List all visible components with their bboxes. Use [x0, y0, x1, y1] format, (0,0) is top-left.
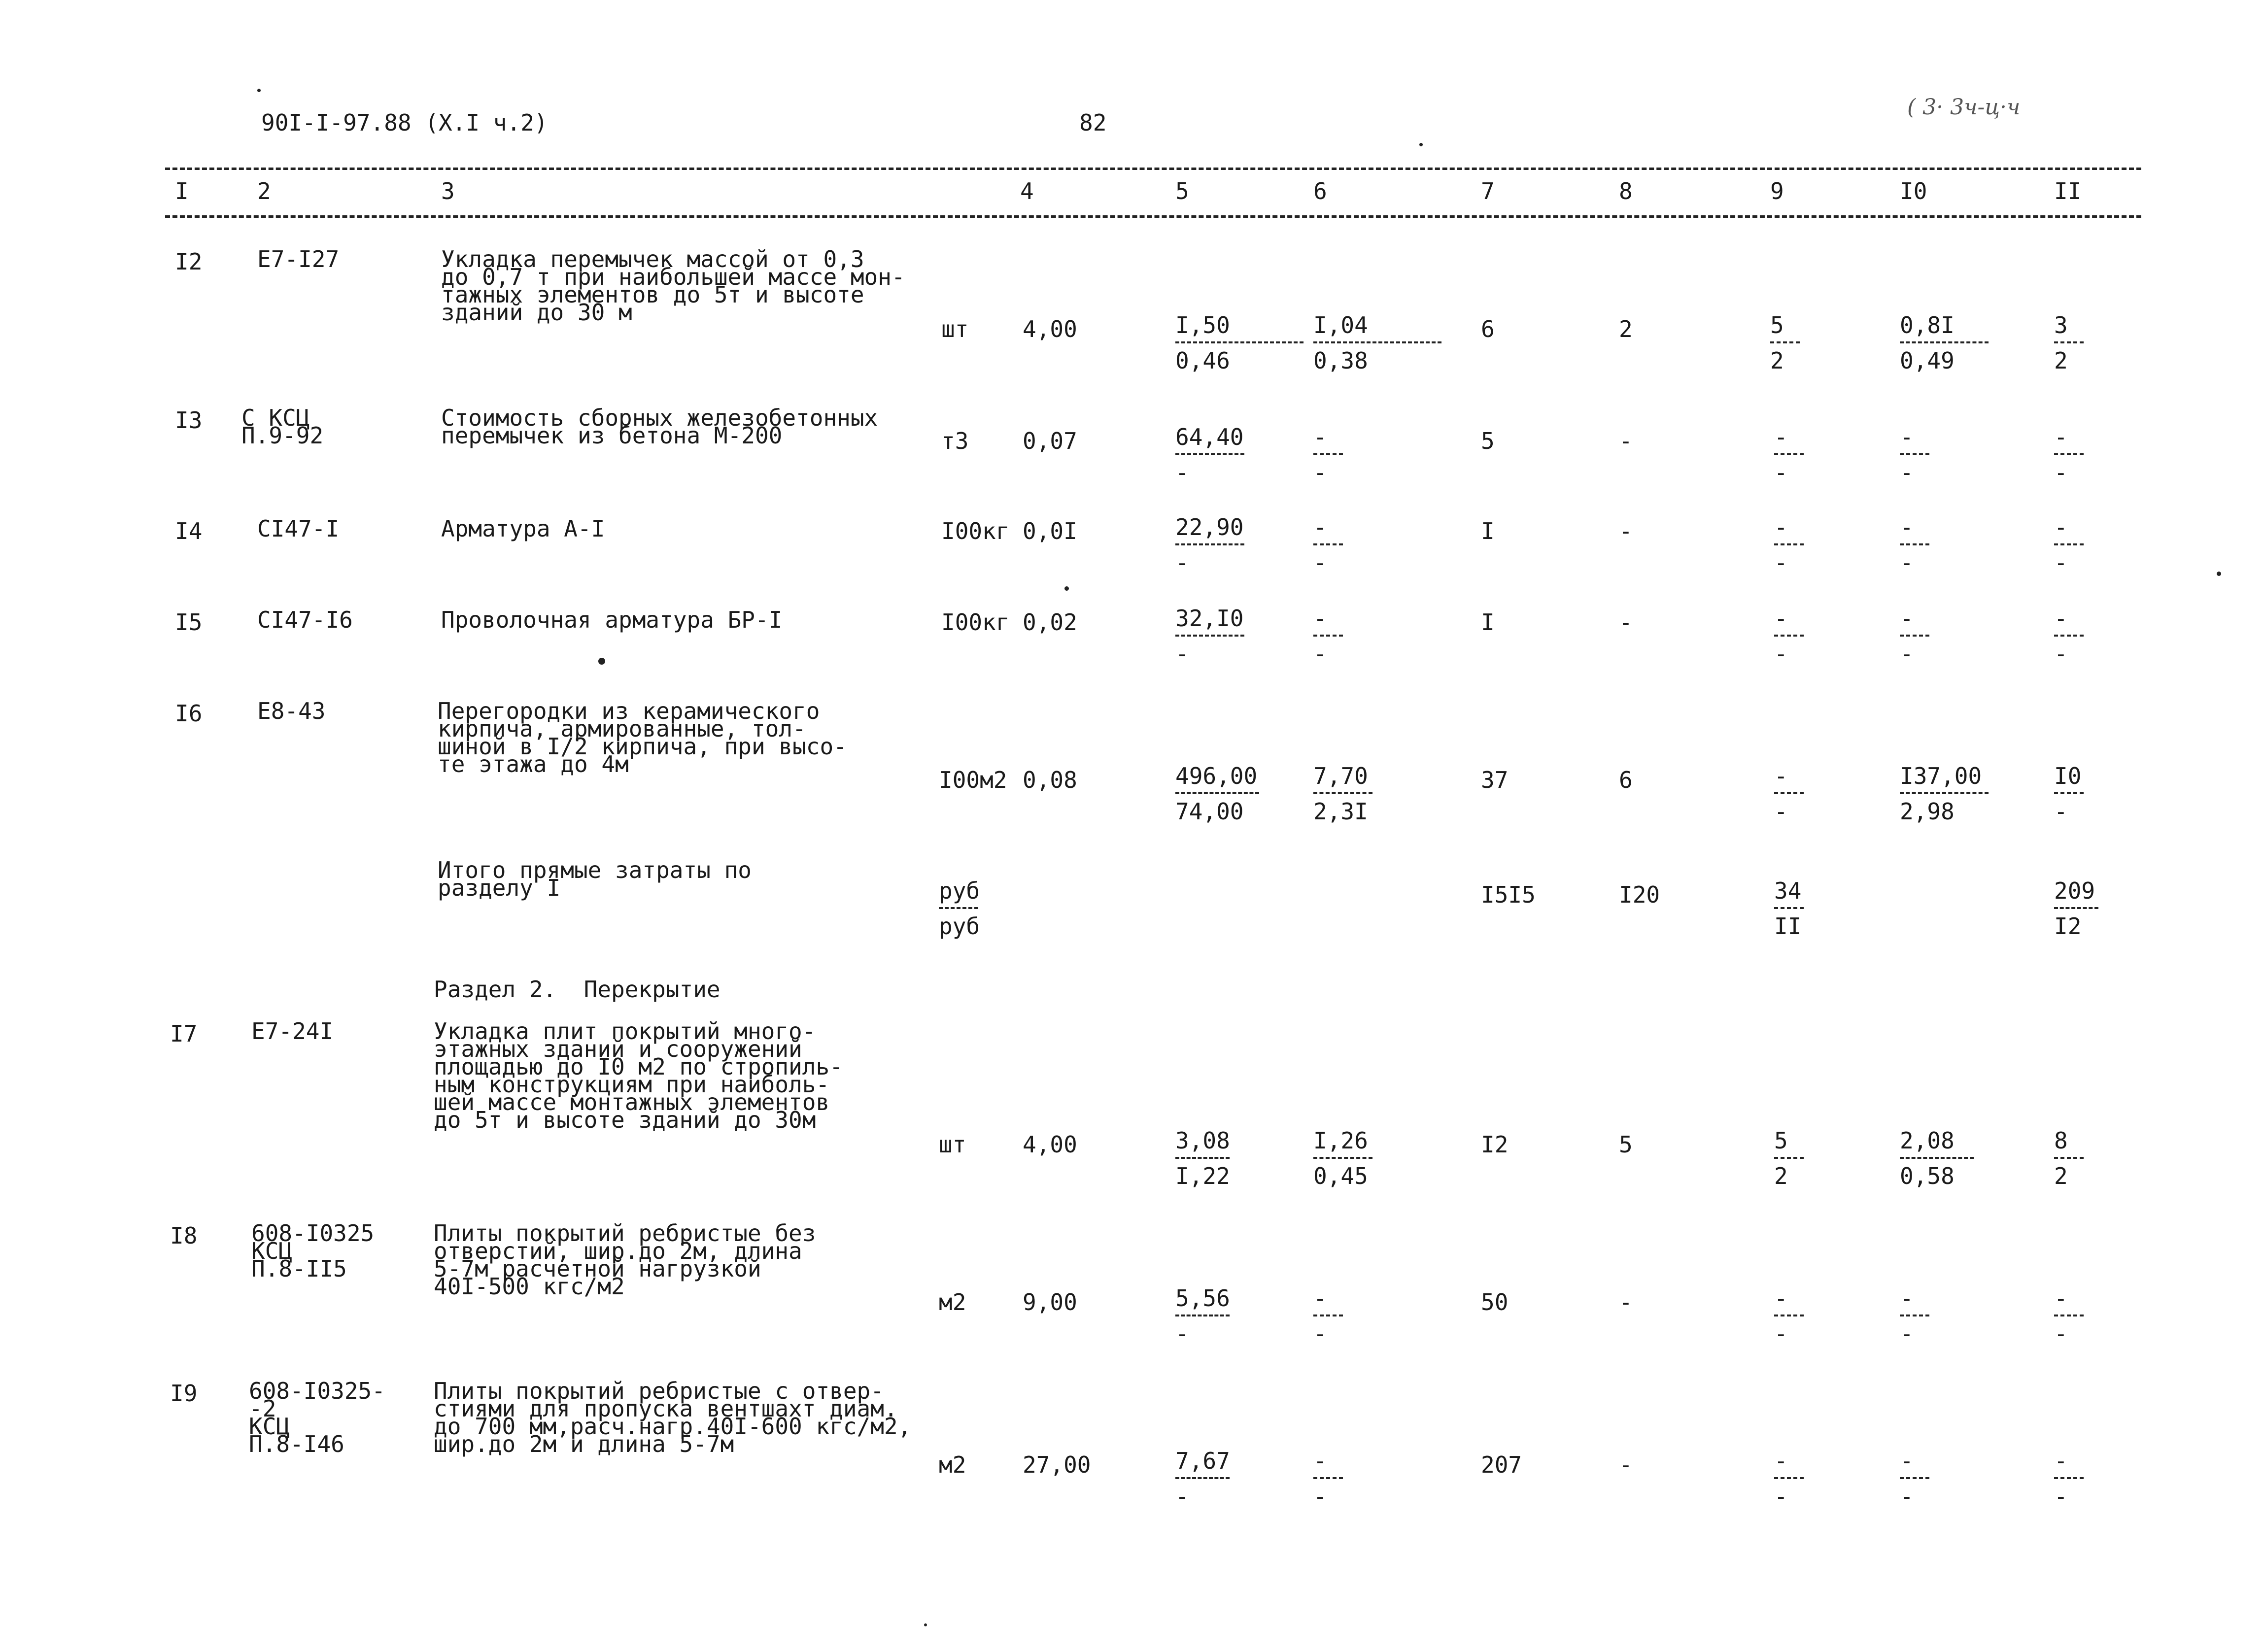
work-description: Укладка перемычек массой от 0,3 до 0,7 т при наибольшей массе мон- тажных элементов до 5т и высоте зданий до 30 м	[441, 246, 905, 326]
price-code: 608-I0325 КСЦ П.8-II5	[251, 1220, 375, 1282]
col7-value: 207	[1481, 1451, 1522, 1478]
col6-value: - -	[1313, 607, 1343, 665]
col9-value: - -	[1774, 1450, 1804, 1508]
column-header-2: 2	[257, 178, 271, 204]
col10-value: - -	[1900, 1287, 1929, 1345]
unit: т3	[941, 428, 969, 454]
col7-value: I	[1481, 518, 1495, 544]
column-header-7: 7	[1481, 178, 1495, 204]
col8-value: 6	[1619, 767, 1633, 793]
col9-value: 5 2	[1770, 314, 1800, 372]
price-code: Е7-24I	[251, 1018, 334, 1045]
col8-value: -	[1619, 518, 1633, 544]
work-description: Плиты покрытий ребристые с отвер- стиями для пропуска вентшахт диам. до 700 мм,расч.нагр.40I-600 кгс/м2, шир.до 2м и длина 5-7м	[434, 1378, 912, 1457]
work-description: Перегородки из керамического кирпича, армированные, тол- шиной в I/2 кирпича, при высо- те этажа до 4м	[438, 698, 847, 777]
row-number: I2	[175, 248, 203, 275]
work-description: Укладка плит покрытий много- этажных зданий и сооружений площадью до I0 м2 по стропиль- ным конструкциям при наиболь- шей массе монтажных элементов до 5т и высоте зданий до 30м	[434, 1018, 843, 1133]
col11-value: - -	[2054, 516, 2084, 574]
col5-value: I,50 0,46	[1175, 314, 1304, 372]
col8-value: -	[1619, 1289, 1633, 1315]
col11-value: - -	[2054, 1450, 2084, 1508]
column-header-3: 3	[441, 178, 455, 204]
row-number: I8	[170, 1222, 198, 1249]
price-code: Е8-43	[257, 698, 326, 724]
price-code: 608-I0325- -2 КСЦ П.8-I46	[249, 1378, 385, 1457]
col6-value: - -	[1313, 516, 1343, 574]
price-code: СI47-I	[257, 515, 340, 542]
column-header-6: 6	[1313, 178, 1327, 204]
work-description: Проволочная арматура БР-I	[441, 607, 783, 633]
col9-value: - -	[1774, 516, 1804, 574]
quantity: 0,0I	[1023, 518, 1077, 544]
header-top-rule	[165, 168, 2141, 170]
col11-value: - -	[2054, 607, 2084, 665]
row-number: I3	[175, 407, 203, 434]
col7-value: I2	[1481, 1131, 1509, 1158]
col8-value: 2	[1619, 316, 1633, 342]
col11-value: - -	[2054, 1287, 2084, 1345]
unit: шт	[941, 316, 969, 342]
col5-value: 22,90 -	[1175, 514, 1244, 576]
col11-value: - -	[2054, 426, 2084, 484]
col10-value: - -	[1900, 426, 1929, 484]
scan-speck	[598, 658, 605, 665]
column-header-8: 8	[1619, 178, 1633, 204]
total-col7: I5I5	[1481, 881, 1536, 908]
quantity: 4,00	[1023, 316, 1077, 342]
col10-value: - -	[1900, 607, 1929, 665]
total-col9: 34 II	[1774, 879, 1804, 938]
col9-value: - -	[1774, 607, 1804, 665]
scan-speck	[257, 89, 261, 92]
row-number: I4	[175, 518, 203, 544]
column-header-5: 5	[1175, 178, 1189, 204]
section-heading: Раздел 2. Перекрытие	[434, 976, 720, 1003]
document-code: 90I-I-97.88 (X.I ч.2)	[261, 109, 548, 136]
col5-value: 5,56 -	[1175, 1285, 1230, 1347]
col5-value: 32,I0 -	[1175, 605, 1244, 667]
work-description: Арматура А-I	[441, 515, 605, 542]
quantity: 27,00	[1023, 1451, 1091, 1478]
col6-value: - -	[1313, 1287, 1343, 1345]
page-number: 82	[1079, 109, 1107, 136]
unit: I00кг	[941, 518, 1010, 544]
col5-value: 3,08 I,22	[1175, 1127, 1230, 1189]
col9-value: - -	[1774, 1287, 1804, 1345]
column-header-9: 9	[1770, 178, 1784, 204]
quantity: 0,08	[1023, 767, 1077, 793]
col7-value: 5	[1481, 428, 1495, 454]
col7-value: 50	[1481, 1289, 1509, 1315]
col10-value: I37,00 2,98	[1900, 765, 1989, 823]
quantity: 9,00	[1023, 1289, 1077, 1315]
col9-value: - -	[1774, 765, 1804, 823]
unit: м2	[939, 1451, 966, 1478]
row-number: I9	[170, 1380, 198, 1407]
col6-value: - -	[1313, 426, 1343, 484]
col11-value: 8 2	[2054, 1129, 2084, 1187]
unit: I00м2	[939, 767, 1007, 793]
unit: м2	[939, 1289, 966, 1315]
column-header-4: 4	[1020, 178, 1034, 204]
col8-value: -	[1619, 1451, 1633, 1478]
col6-value: I,26 0,45	[1313, 1129, 1372, 1187]
col9-value: 5 2	[1774, 1129, 1804, 1187]
scan-speck	[924, 1623, 927, 1626]
col5-value: 64,40 -	[1175, 424, 1244, 486]
col6-value: - -	[1313, 1450, 1343, 1508]
col8-value: 5	[1619, 1131, 1633, 1158]
col7-value: 37	[1481, 767, 1509, 793]
col7-value: 6	[1481, 316, 1495, 342]
column-header-10: I0	[1900, 178, 1927, 204]
col10-value: 0,8I 0,49	[1900, 314, 1989, 372]
scan-speck	[1064, 586, 1069, 591]
quantity: 4,00	[1023, 1131, 1077, 1158]
row-number: I7	[170, 1020, 198, 1047]
unit: I00кг	[941, 609, 1010, 636]
unit: шт	[939, 1131, 966, 1158]
row-number: I5	[175, 609, 203, 636]
total-col8: I20	[1619, 881, 1660, 908]
work-description: Плиты покрытий ребристые без отверстий, шир.до 2м, длина 5-7м расчетной нагрузкой 40I-500 кгс/м2	[434, 1220, 816, 1300]
col10-value: 2,08 0,58	[1900, 1129, 1974, 1187]
quantity: 0,07	[1023, 428, 1077, 454]
col7-value: I	[1481, 609, 1495, 636]
total-unit: руб руб	[939, 877, 980, 940]
col5-value: 7,67 -	[1175, 1448, 1230, 1510]
column-header-11: II	[2054, 178, 2082, 204]
handwritten-stamp: ( 3· 3ч-ц·ч	[1907, 95, 2021, 120]
scan-speck	[1419, 143, 1423, 146]
col8-value: -	[1619, 609, 1633, 636]
col10-value: - -	[1900, 516, 1929, 574]
col10-value: - -	[1900, 1450, 1929, 1508]
header-bottom-rule	[165, 215, 2141, 218]
col8-value: -	[1619, 428, 1633, 454]
total-col11: 209 I2	[2054, 879, 2098, 938]
scan-speck	[2217, 572, 2221, 576]
price-code: E7-I27	[257, 246, 340, 272]
col11-value: 3 2	[2054, 314, 2084, 372]
col11-value: I0 -	[2054, 765, 2084, 823]
col9-value: - -	[1774, 426, 1804, 484]
col5-value: 496,00 74,00	[1175, 765, 1304, 823]
price-code: СI47-I6	[257, 607, 353, 633]
column-header-1: I	[175, 178, 189, 204]
price-code: С КСЦ П.9-92	[241, 405, 324, 449]
col6-value: I,04 0,38	[1313, 314, 1441, 372]
work-description: Стоимость сборных железобетонных перемычек из бетона М-200	[441, 405, 878, 449]
row-number: I6	[175, 700, 203, 727]
col6-value: 7,70 2,3I	[1313, 765, 1372, 823]
total-label: Итого прямые затраты по разделу I	[438, 857, 752, 901]
quantity: 0,02	[1023, 609, 1077, 636]
